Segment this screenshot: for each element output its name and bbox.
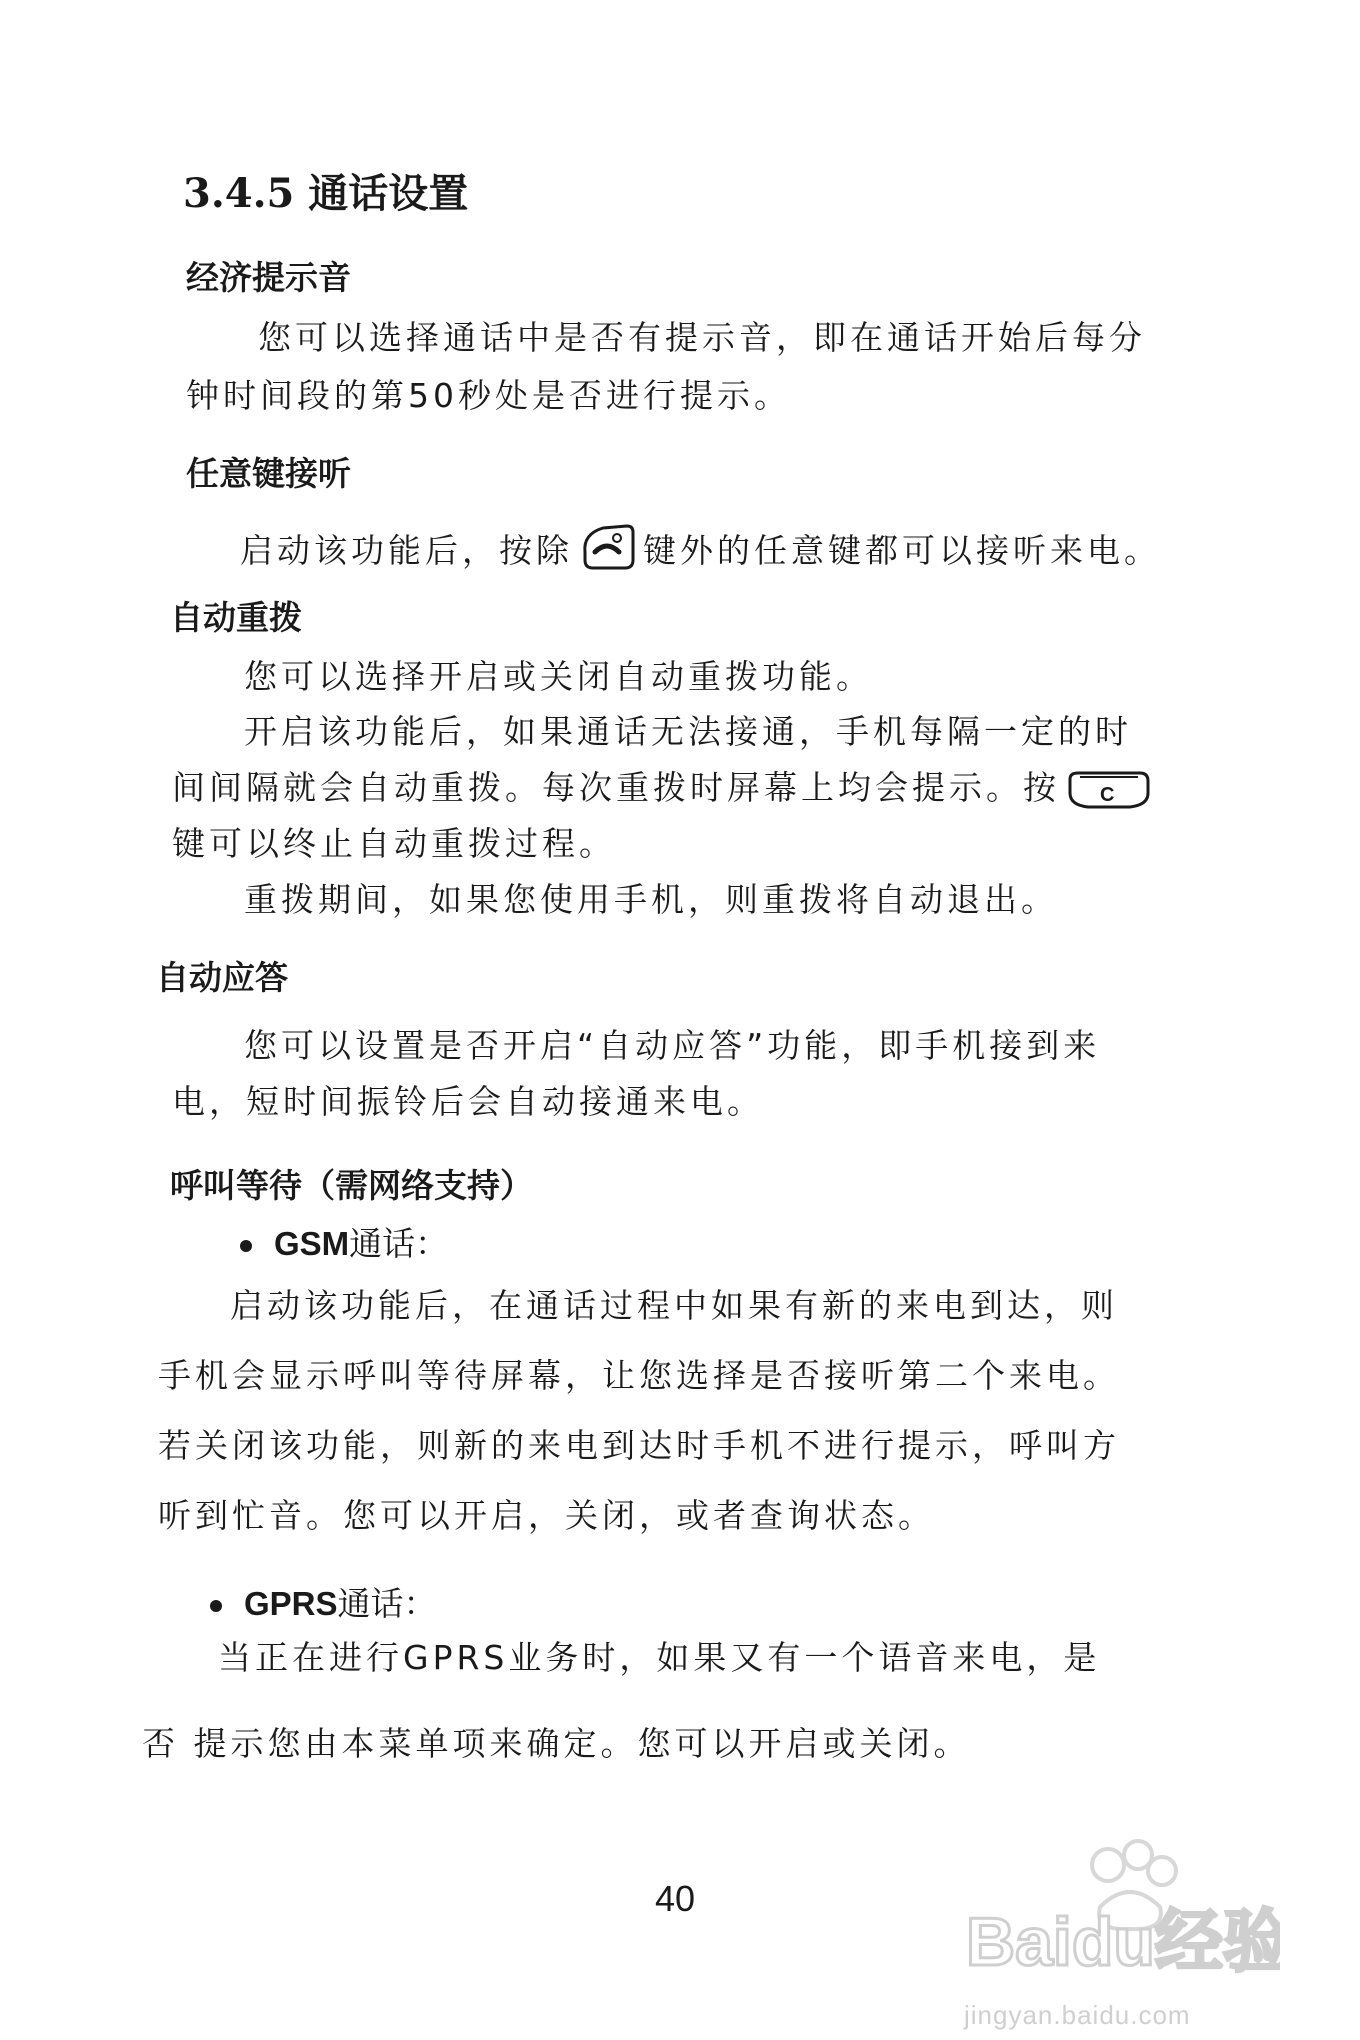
c-key-label: C (1100, 783, 1115, 806)
c-key-icon (1066, 769, 1152, 811)
gprs-line1: 当正在进行GPRS业务时，如果又有一个语音来电，是 (218, 1638, 1101, 1677)
bullet-gsm (240, 1218, 448, 1265)
auto-redial-line5: 重拨期间，如果您使用手机，则重拨将自动退出。 (244, 880, 1058, 919)
any-key-answer-line (240, 522, 1161, 583)
bullet-dot (210, 1600, 222, 1612)
economy-tone-line1: 您可以选择通话中是否有提示音，即在通话开始后每分 (258, 318, 1146, 357)
gsm-line3: 若关闭该功能，则新的来电到达时手机不进行提示，呼叫方 (158, 1426, 1120, 1465)
heading-auto-answer: 自动应答 (156, 958, 288, 997)
auto-redial-line4: 键可以终止自动重拨过程。 (172, 824, 616, 863)
auto-redial-line1: 您可以选择开启或关闭自动重拨功能。 (244, 657, 873, 696)
baidu-jingyan-watermark (960, 1825, 1280, 2004)
bullet-dot (240, 1240, 252, 1252)
watermark-logo: Baidu经验 (966, 1904, 1280, 1980)
heading-economy-tone: 经济提示音 (186, 258, 351, 297)
auto-redial-line3-text: 间间隔就会自动重拨。每次重拨时屏幕上均会提示。按 (172, 768, 1060, 807)
economy-tone-line2: 钟时间段的第50秒处是否进行提示。 (186, 376, 791, 415)
auto-redial-line2: 开启该功能后，如果通话无法接通，手机每隔一定的时 (244, 712, 1132, 751)
gsm-line2: 手机会显示呼叫等待屏幕，让您选择是否接听第二个来电。 (158, 1356, 1120, 1395)
page-number: 40 (655, 1878, 696, 1919)
auto-answer-line1: 您可以设置是否开启“自动应答”功能，即手机接到来 (244, 1026, 1101, 1065)
section-title: 3.4.5 通话设置 (183, 170, 469, 217)
gsm-label-bold: GSM (274, 1225, 350, 1262)
auto-redial-line3 (172, 766, 1158, 811)
heading-call-waiting: 呼叫等待（需网络支持） (170, 1166, 533, 1205)
watermark-url: jingyan.baidu.com (964, 2000, 1191, 2030)
any-key-answer-text-after: 键外的任意键都可以接听来电。 (643, 531, 1161, 570)
bullet-gprs (210, 1578, 437, 1625)
any-key-answer-text-before: 启动该功能后，按除 (240, 531, 573, 570)
gprs-line2: 否 提示您由本菜单项来确定。您可以开启或关闭。 (142, 1724, 971, 1763)
auto-answer-line2: 电，短时间振铃后会自动接通来电。 (172, 1082, 764, 1121)
gsm-line1: 启动该功能后，在通话过程中如果有新的来电到达，则 (230, 1286, 1118, 1325)
gsm-line4: 听到忙音。您可以开启，关闭，或者查询状态。 (158, 1496, 935, 1535)
gprs-label-bold: GPRS (244, 1585, 338, 1622)
gsm-label-rest: 通话： (349, 1224, 449, 1263)
heading-auto-redial: 自动重拨 (170, 598, 302, 637)
end-call-key-icon (579, 522, 637, 583)
heading-any-key-answer: 任意键接听 (186, 454, 351, 493)
gprs-label-rest: 通话： (337, 1584, 437, 1623)
